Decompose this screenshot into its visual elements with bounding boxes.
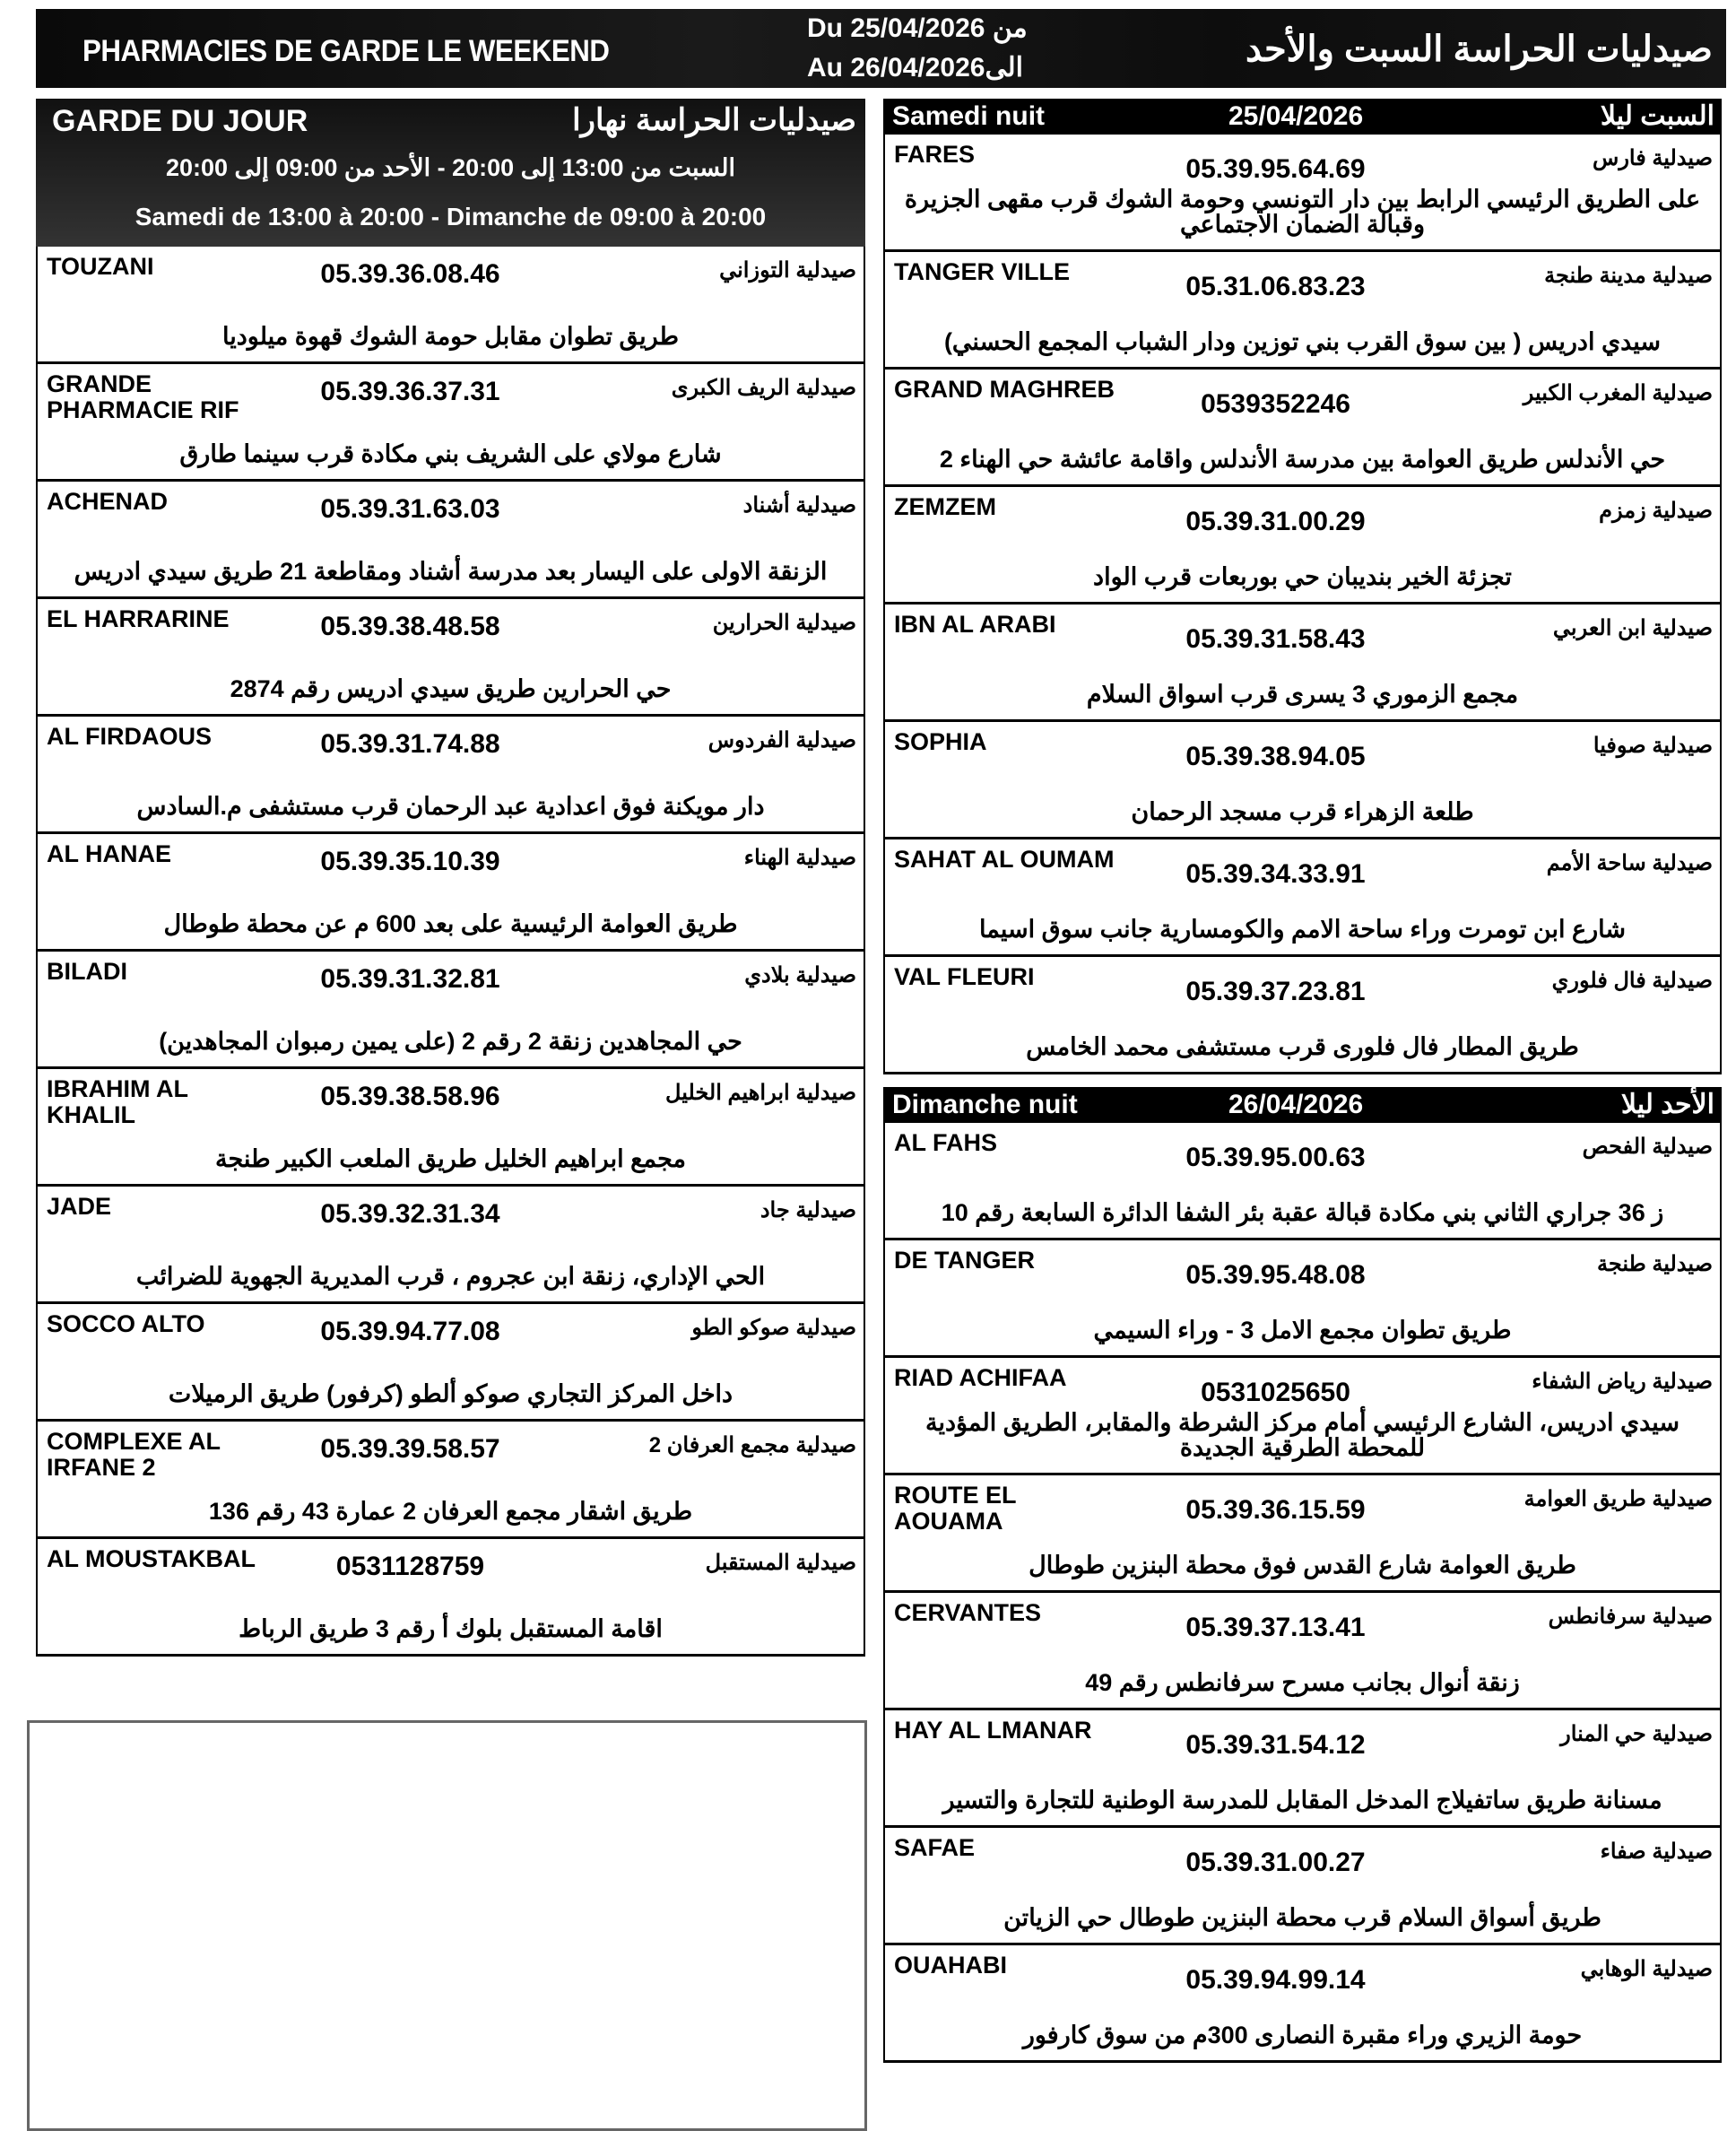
pharmacy-entry <box>883 487 1722 605</box>
pharmacy-entry <box>883 370 1722 487</box>
pharmacy-phone: 05.39.32.31.34 <box>320 1199 500 1229</box>
sunday-night-header <box>883 1087 1722 1123</box>
pharmacy-phone: 05.39.31.32.81 <box>320 964 500 994</box>
day-guard-title-ar: صيدليات الحراسة نهارا <box>572 103 856 137</box>
pharmacy-name-ar: صيدلية فارس <box>1593 146 1713 170</box>
day-guard-list <box>36 247 865 1657</box>
pharmacy-name-fr: CERVANTES <box>894 1599 1042 1626</box>
pharmacy-phone: 05.39.31.63.03 <box>320 494 500 524</box>
pharmacy-entry <box>883 135 1722 252</box>
pharmacy-phone: 05.39.34.33.91 <box>1185 859 1366 889</box>
pharmacy-name-fr: SAFAE <box>894 1834 976 1861</box>
pharmacy-name-fr: VAL FLEURI <box>894 963 1035 990</box>
pharmacy-name-fr: SAHAT AL OUMAM <box>894 846 1115 873</box>
pharmacy-name-fr: TOUZANI <box>47 253 154 280</box>
date-from: Du 25/04/2026 من <box>807 13 1028 43</box>
pharmacy-name-ar: صيدلية صفاء <box>1600 1840 1713 1864</box>
pharmacy-address: شارع مولاي على الشريف بني مكادة قرب سينما طارق <box>179 440 722 467</box>
pharmacy-name-fr: AL HANAE <box>47 840 172 867</box>
pharmacy-name-ar: صيدلية الريف الكبرى <box>671 376 856 400</box>
pharmacy-address: طريق تطوان مجمع الامل 3 - وراء السيمي <box>1093 1317 1512 1344</box>
pharmacy-name-ar: صيدلية حي المنار <box>1560 1722 1713 1746</box>
pharmacy-address: سيدي ادريس ( بين سوق القرب بني توزين ودار الشباب المجمع الحسني) <box>943 328 1662 355</box>
pharmacy-name-fr: AL FAHS <box>894 1129 998 1156</box>
day-guard-hours-ar: السبت من 13:00 إلى 20:00 - الأحد من 09:00 إلى 20:00 <box>165 154 736 181</box>
pharmacy-name-fr: DE TANGER <box>894 1247 1036 1274</box>
pharmacy-entry <box>36 364 865 482</box>
pharmacy-name-ar: صيدلية الحرارين <box>712 611 856 635</box>
pharmacy-phone: 05.39.31.00.27 <box>1185 1848 1366 1877</box>
pharmacy-phone: 0531128759 <box>335 1552 485 1581</box>
day-guard-title-fr: GARDE DU JOUR <box>52 104 308 138</box>
pharmacy-address: اقامة المستقبل بلوك أ رقم 3 طريق الرباط <box>239 1615 663 1642</box>
sunday-night-date: 26/04/2026 <box>1228 1090 1364 1119</box>
pharmacy-phone: 05.39.94.77.08 <box>320 1317 500 1346</box>
pharmacy-entry <box>36 1304 865 1422</box>
pharmacy-address: شارع ابن تومرت وراء ساحة الامم والكومسارية جانب سوق اسيما <box>979 916 1626 943</box>
pharmacy-entry <box>36 952 865 1069</box>
pharmacy-phone: 05.39.36.15.59 <box>1185 1495 1366 1525</box>
pharmacy-phone: 05.39.35.10.39 <box>320 847 500 876</box>
pharmacy-entry <box>36 482 865 599</box>
pharmacy-name-ar: صيدلية ابن العربي <box>1552 616 1713 640</box>
pharmacy-name-ar: صيدلية طريق العوامة <box>1523 1487 1713 1511</box>
pharmacy-address: حومة الزيري وراء مقبرة النصارى 300م من سوق كارفور <box>1022 2022 1583 2048</box>
pharmacy-name-ar: صيدلية صوفيا <box>1593 734 1713 758</box>
pharmacy-phone: 05.39.31.74.88 <box>320 729 500 759</box>
pharmacy-name-fr: AL FIRDAOUS <box>47 723 213 750</box>
pharmacy-name-ar: صيدلية المستقبل <box>705 1551 856 1575</box>
pharmacy-phone: 05.39.95.00.63 <box>1185 1143 1366 1172</box>
pharmacy-address: مسنانة طريق ساتفيلاج المدخل المقابل للمدرسة الوطنية للتجارة والتسير <box>942 1787 1662 1814</box>
day-guard-section <box>36 99 865 1657</box>
pharmacy-phone: 05.39.31.00.29 <box>1185 507 1366 536</box>
pharmacy-address: طريق اشقار مجمع العرفان 2 عمارة 43 رقم 136 <box>208 1498 693 1525</box>
blank-panel <box>27 1720 867 2131</box>
pharmacy-address: طريق العوامة الرئيسية على بعد 600 م عن محطة طوطال <box>163 910 738 937</box>
pharmacy-name-fr: ACHENAD <box>47 488 168 515</box>
pharmacy-phone: 05.39.31.58.43 <box>1185 624 1366 654</box>
pharmacy-name-fr: SOCCO ALTO <box>47 1310 205 1337</box>
pharmacy-name-fr: IBRAHIM AL KHALIL <box>47 1075 188 1128</box>
pharmacy-name-fr: ROUTE EL AOUAMA <box>894 1482 1017 1535</box>
saturday-night-list <box>883 135 1722 1074</box>
section-spacer <box>883 1074 1722 1087</box>
pharmacy-phone: 05.39.36.08.46 <box>320 259 500 289</box>
pharmacy-name-fr: SOPHIA <box>894 728 987 755</box>
pharmacy-address: تجزئة الخير بنديبان حي بوربعات قرب الواد <box>1093 563 1512 590</box>
pharmacy-entry <box>883 252 1722 370</box>
pharmacy-entry <box>36 1187 865 1304</box>
pharmacy-name-ar: صيدلية الوهابي <box>1580 1957 1713 1981</box>
pharmacy-entry <box>36 1069 865 1187</box>
pharmacy-name-ar: صيدلية الفحص <box>1582 1135 1713 1159</box>
pharmacy-phone: 05.39.94.99.14 <box>1185 1965 1366 1995</box>
pharmacy-phone: 05.39.95.64.69 <box>1185 154 1366 184</box>
page-title-fr: PHARMACIES DE GARDE LE WEEKEND <box>82 34 610 68</box>
night-guard-section <box>883 99 1722 2063</box>
pharmacy-entry <box>883 722 1722 839</box>
pharmacy-entry <box>883 1240 1722 1358</box>
pharmacy-address: الزنقة الاولى على اليسار بعد مدرسة أشناد ومقاطعة 21 طريق سيدي ادريس <box>74 558 828 585</box>
pharmacy-entry <box>883 1593 1722 1710</box>
pharmacy-name-fr: RIAD ACHIFAA <box>894 1364 1067 1391</box>
pharmacy-phone: 05.39.31.54.12 <box>1185 1730 1366 1760</box>
pharmacy-name-ar: صيدلية فال فلوري <box>1551 969 1713 993</box>
pharmacy-name-fr: IBN AL ARABI <box>894 611 1056 638</box>
pharmacy-name-ar: صيدلية جاد <box>760 1198 856 1222</box>
pharmacy-name-ar: صيدلية ساحة الأمم <box>1546 851 1713 875</box>
pharmacy-name-fr: AL MOUSTAKBAL <box>47 1545 256 1572</box>
pharmacy-entry <box>36 834 865 952</box>
pharmacy-name-ar: صيدلية أشناد <box>742 493 856 518</box>
pharmacy-name-ar: صيدلية طنجة <box>1596 1252 1713 1276</box>
pharmacy-name-fr: EL HARRARINE <box>47 605 230 632</box>
pharmacy-name-fr: COMPLEXE AL IRFANE 2 <box>47 1428 221 1481</box>
pharmacy-address: حي المجاهدين زنقة 2 رقم 2 (على يمين رمبوان المجاهدين) <box>159 1028 742 1055</box>
pharmacy-phone: 05.39.37.13.41 <box>1185 1613 1366 1642</box>
pharmacy-name-fr: JADE <box>47 1193 112 1220</box>
pharmacy-name-ar: صيدلية زمزم <box>1599 499 1713 523</box>
pharmacy-name-fr: OUAHABI <box>894 1952 1007 1979</box>
pharmacy-entry <box>883 1123 1722 1240</box>
pharmacy-name-fr: ZEMZEM <box>894 493 996 520</box>
pharmacy-address: حي الحرارين طريق سيدي ادريس رقم 2874 <box>230 675 672 702</box>
pharmacy-entry <box>883 1710 1722 1828</box>
pharmacy-name-ar: صيدلية المغرب الكبير <box>1523 381 1713 405</box>
saturday-night-title-fr: Samedi nuit <box>892 101 1046 131</box>
sunday-night-title-ar: الأحد ليلا <box>1620 1090 1714 1119</box>
pharmacy-address: الحي الإداري، زنقة ابن عجروم ، قرب المديرية الجهوية للضرائب <box>135 1263 766 1290</box>
pharmacy-address: طلعة الزهراء قرب مسجد الرحمان <box>1131 798 1474 825</box>
pharmacy-name-ar: صيدلية مدينة طنجة <box>1544 264 1713 288</box>
pharmacy-address: سيدي ادريس، الشارع الرئيسي أمام مركز الشرطة والمقابر، الطريق المؤدية للمحطة الطرقية الجديدة <box>924 1409 1680 1461</box>
pharmacy-entry <box>883 1828 1722 1945</box>
pharmacy-address: طريق أسواق السلام قرب محطة البنزين طوطال حي الزياتن <box>1003 1904 1601 1931</box>
pharmacy-phone: 05.39.37.23.81 <box>1185 977 1366 1006</box>
pharmacy-entry <box>883 839 1722 957</box>
pharmacy-address: زنقة أنوال بجانب مسرح سرفانطس رقم 49 <box>1085 1669 1520 1696</box>
date-to: Au 26/04/2026الى <box>807 53 1023 83</box>
pharmacy-entry <box>883 1358 1722 1475</box>
pharmacy-entry <box>883 1945 1722 2063</box>
pharmacy-entry <box>36 247 865 364</box>
pharmacy-name-fr: FARES <box>894 141 976 168</box>
saturday-night-title-ar: السبت ليلا <box>1600 101 1714 131</box>
pharmacy-entry <box>883 1475 1722 1593</box>
pharmacy-phone: 0539352246 <box>1201 389 1350 419</box>
pharmacy-name-fr: GRANDE PHARMACIE RIF <box>47 370 239 423</box>
pharmacy-phone: 05.31.06.83.23 <box>1185 272 1366 301</box>
date-range <box>807 9 1076 88</box>
pharmacy-phone: 05.39.38.94.05 <box>1185 742 1366 771</box>
pharmacy-entry <box>36 717 865 834</box>
pharmacy-address: طريق العوامة شارع القدس فوق محطة البنزين طوطال <box>1029 1552 1576 1579</box>
sunday-night-title-fr: Dimanche nuit <box>892 1090 1078 1119</box>
pharmacy-name-fr: TANGER VILLE <box>894 258 1071 285</box>
pharmacy-address: على الطريق الرئيسي الرابط بين دار التونسي وحومة الشوك قرب مقهى الجزيرة وقبالة الضمان الاجتماعي <box>904 186 1701 238</box>
pharmacy-address: طريق المطار فال فلورى قرب مستشفى محمد الخامس <box>1026 1033 1579 1060</box>
pharmacy-name-ar: صيدلية سرفانطس <box>1548 1605 1713 1629</box>
saturday-night-date: 25/04/2026 <box>1228 101 1364 131</box>
pharmacy-phone: 0531025650 <box>1201 1378 1350 1407</box>
pharmacy-entry <box>883 957 1722 1074</box>
pharmacy-name-ar: صيدلية مجمع العرفان 2 <box>648 1433 856 1457</box>
day-guard-hours-fr: Samedi de 13:00 à 20:00 - Dimanche de 09:00 à 20:00 <box>135 203 767 230</box>
pharmacy-address: دار مويكنة فوق اعدادية عبد الرحمان قرب مستشفى م.السادس <box>136 793 765 820</box>
pharmacy-entry <box>36 599 865 717</box>
pharmacy-address: طريق تطوان مقابل حومة الشوك قهوة ميلوديا <box>222 323 679 350</box>
pharmacy-name-ar: صيدلية بلادي <box>744 963 856 987</box>
pharmacy-address: ز 36 جراري الثاني بني مكادة قبالة عقبة بئر الشفا الدائرة السابعة رقم 10 <box>941 1199 1664 1226</box>
pharmacy-name-ar: صيدلية ابراهيم الخليل <box>665 1081 856 1105</box>
pharmacy-entry <box>36 1422 865 1539</box>
pharmacy-name-fr: HAY AL LMANAR <box>894 1717 1092 1744</box>
pharmacy-phone: 05.39.36.37.31 <box>320 377 500 406</box>
pharmacy-name-ar: صيدلية التوزاني <box>719 258 856 283</box>
pharmacy-address: حي الأندلس طريق العوامة بين مدرسة الأندلس واقامة عائشة حي الهناء 2 <box>939 446 1666 473</box>
pharmacy-address: مجمع ابراهيم الخليل طريق الملعب الكبير طنجة <box>215 1145 686 1172</box>
pharmacy-phone: 05.39.38.58.96 <box>320 1082 500 1111</box>
pharmacy-name-ar: صيدلية الفردوس <box>707 728 856 752</box>
day-guard-header <box>36 99 865 247</box>
page-title-ar: صيدليات الحراسة السبت والأحد <box>1245 30 1713 69</box>
pharmacy-phone: 05.39.95.48.08 <box>1185 1260 1366 1290</box>
pharmacy-entry <box>36 1539 865 1657</box>
pharmacy-name-fr: GRAND MAGHREB <box>894 376 1115 403</box>
pharmacy-phone: 05.39.38.48.58 <box>320 612 500 641</box>
pharmacy-phone: 05.39.39.58.57 <box>320 1434 500 1464</box>
saturday-night-header <box>883 99 1722 135</box>
pharmacy-address: داخل المركز التجاري صوكو ألطو (كرفور) طريق الرميلات <box>168 1380 733 1407</box>
pharmacy-name-ar: صيدلية صوكو الطو <box>691 1316 856 1340</box>
pharmacy-entry <box>883 605 1722 722</box>
sunday-night-list <box>883 1123 1722 2063</box>
page-header <box>36 9 1726 88</box>
pharmacy-name-ar: صيدلية الهناء <box>743 846 856 870</box>
pharmacy-name-ar: صيدلية رياض الشفاء <box>1532 1370 1713 1394</box>
pharmacy-address: مجمع الزموري 3 يسرى قرب اسواق السلام <box>1086 681 1519 708</box>
pharmacy-name-fr: BILADI <box>47 958 127 985</box>
